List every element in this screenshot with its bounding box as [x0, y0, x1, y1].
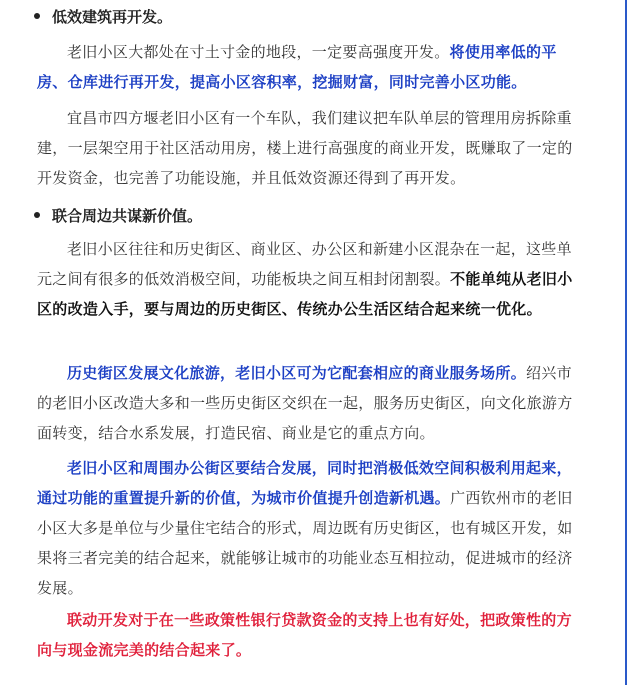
paragraph-1-emphasis: 将使用率低的平房、仓库进行再开发，提高小区容积率，挖掘财富，同时完善小区功能。 [37, 43, 557, 91]
paragraph-4-text: 绍兴市的老旧小区改造大多和一些历史街区交织在一起，服务历史街区，向文化旅游方面转变，结合水系发展，打造民宿、商业是它的重点方向。 [37, 364, 573, 442]
paragraph-5-text: 广西钦州市的老旧小区大多是单位与少量住宅结合的形式，周边既有历史街区，也有城区开发，如果将三者完美的结合起来，就能够让城市的功能业态互相拉动，促进城市的经济发展。 [37, 489, 573, 597]
section-heading-1 [34, 6, 594, 28]
paragraph-4 [37, 358, 587, 448]
section-heading-2 [34, 205, 594, 227]
paragraph-4-emphasis: 历史街区发展文化旅游，老旧小区可为它配套相应的商业服务场所。 [67, 364, 527, 382]
paragraph-5-emphasis: 老旧小区和周围办公街区要结合发展，同时把消极低效空间积极利用起来，通过功能的重置提升新的价值，为城市价值提升创造新机遇。 [37, 459, 572, 507]
paragraph-5 [37, 453, 587, 603]
section-heading-2-text: 联合周边共谋新价值。 [52, 207, 203, 225]
bullet-icon [34, 212, 40, 218]
section-heading-1-text: 低效建筑再开发。 [52, 8, 173, 26]
paragraph-1-text: 老旧小区大都处在寸土寸金的地段，一定要高强度开发。 [67, 43, 450, 61]
bullet-icon [34, 13, 40, 19]
paragraph-6 [37, 605, 587, 665]
paragraph-3 [37, 234, 587, 324]
paragraph-3-emphasis: 不能单纯从老旧小区的改造入手，要与周边的历史街区、传统办公生活区结合起来统一优化。 [37, 270, 573, 318]
paragraph-2 [37, 103, 587, 193]
paragraph-3-text: 老旧小区往往和历史街区、商业区、办公区和新建小区混杂在一起，这些单元之间有很多的低效消极空间，功能板块之间互相封闭割裂。 [37, 240, 572, 288]
paragraph-6-emphasis: 联动开发对于在一些政策性银行贷款资金的支持上也有好处，把政策性的方向与现金流完美的结合起来了。 [37, 611, 572, 659]
paragraph-2-text: 宜昌市四方堰老旧小区有一个车队，我们建议把车队单层的管理用房拆除重建，一层架空用于社区活动用房，楼上进行高强度的商业开发，既赚取了一定的开发资金，也完善了功能设施，并且低效资源还得到了再开发。 [37, 109, 573, 187]
paragraph-1 [37, 37, 587, 97]
